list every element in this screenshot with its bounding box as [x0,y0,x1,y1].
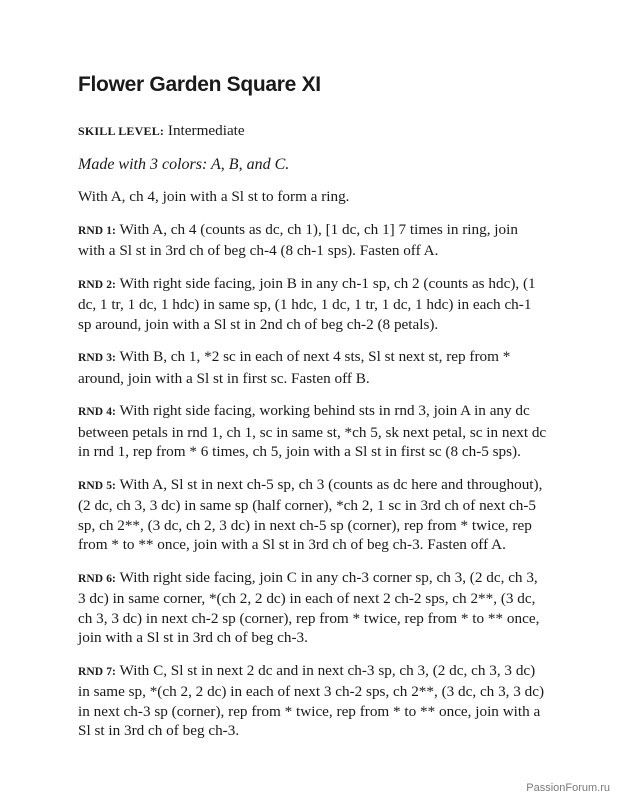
round-label: RND 4: [78,406,116,418]
round-7-paragraph [78,661,548,741]
skill-level-value: Intermediate [164,122,245,139]
round-text: With B, ch 1, *2 sc in each of next 4 sts, Sl st next st, rep from * around, join with a Sl st in first sc. Fasten off B. [78,348,511,387]
round-4-paragraph [78,401,548,462]
round-label: RND 6: [78,572,116,585]
round-text: With A, ch 4 (counts as dc, ch 1), [1 dc, ch 1] 7 times in ring, join with a Sl st in 3rd ch of beg ch-4 (8 ch-1 sps). Fasten off A. [78,220,518,259]
round-text: With right side facing, join C in any ch-3 corner sp, ch 3, (2 dc, ch 3, 3 dc) in same corner, *(ch 2, 2 dc) in each of next 2 ch-2 sps, ch 2**, (3 dc, ch 3, 3 dc) in next ch-2 sp (corner), rep from * twice, rep from * to ** once, join with a Sl st in 3rd ch of beg ch-3. [78,568,540,646]
round-label: RND 5: [78,479,116,492]
colors-note: Made with 3 colors: A, B, and C. [78,155,290,173]
round-text: With A, Sl st in next ch-5 sp, ch 3 (counts as dc here and throughout), (2 dc, ch 3, 3 dc) in same sp (half corner), *ch 2, 1 sc in 3rd ch of next ch-5 sp, ch 2**, (3 dc, ch 2, 3 dc) in next ch-5 sp (corner), rep from * twice, rep from * to ** once, join with a Sl st in 3rd ch of beg ch-3. Fasten off A. [78,475,543,553]
round-label: RND 7: [78,665,116,678]
document-page [78,70,548,754]
round-text: With C, Sl st in next 2 dc and in next ch-3 sp, ch 3, (2 dc, ch 3, 3 dc) in same sp, *(ch 2, 2 dc) in each of next 3 ch-2 sps, ch 2**, (3 dc, ch 3, 3 dc) in next ch-3 sp (corner), rep from * twice, rep from * to ** once, join with a Sl st in 3rd ch of beg ch-3. [78,661,545,739]
round-label: RND 2: [78,278,116,291]
intro-paragraph: With A, ch 4, join with a Sl st to form a ring. [78,188,350,205]
round-6-paragraph [78,568,548,648]
round-5-paragraph [78,475,548,555]
round-text: With right side facing, join B in any ch-1 sp, ch 2 (counts as hdc), (1 dc, 1 tr, 1 dc, 1 hdc) in same sp, (1 hdc, 1 dc, 1 tr, 1 dc, 1 hdc) in each ch-1 sp around, join with a Sl st in 2nd ch of beg ch-2 (8 petals). [78,274,536,333]
round-1-paragraph [78,220,548,261]
round-label: RND 1: [78,224,116,237]
round-2-paragraph [78,274,548,335]
page-title: Flower Garden Square XI [78,73,321,96]
watermark: PassionForum.ru [526,782,610,794]
round-text: With right side facing, working behind sts in rnd 3, join A in any dc between petals in rnd 1, ch 1, sc in same st, *ch 5, sk next petal, sc in next dc in rnd 1, rep from * 6 times, ch 5, join with a Sl st in first sc (8 ch-5 sps). [78,402,547,460]
skill-level-line [78,121,548,142]
round-label: RND 3: [78,352,116,364]
round-3-paragraph [78,347,548,388]
skill-level-label: SKILL LEVEL: [78,124,165,138]
